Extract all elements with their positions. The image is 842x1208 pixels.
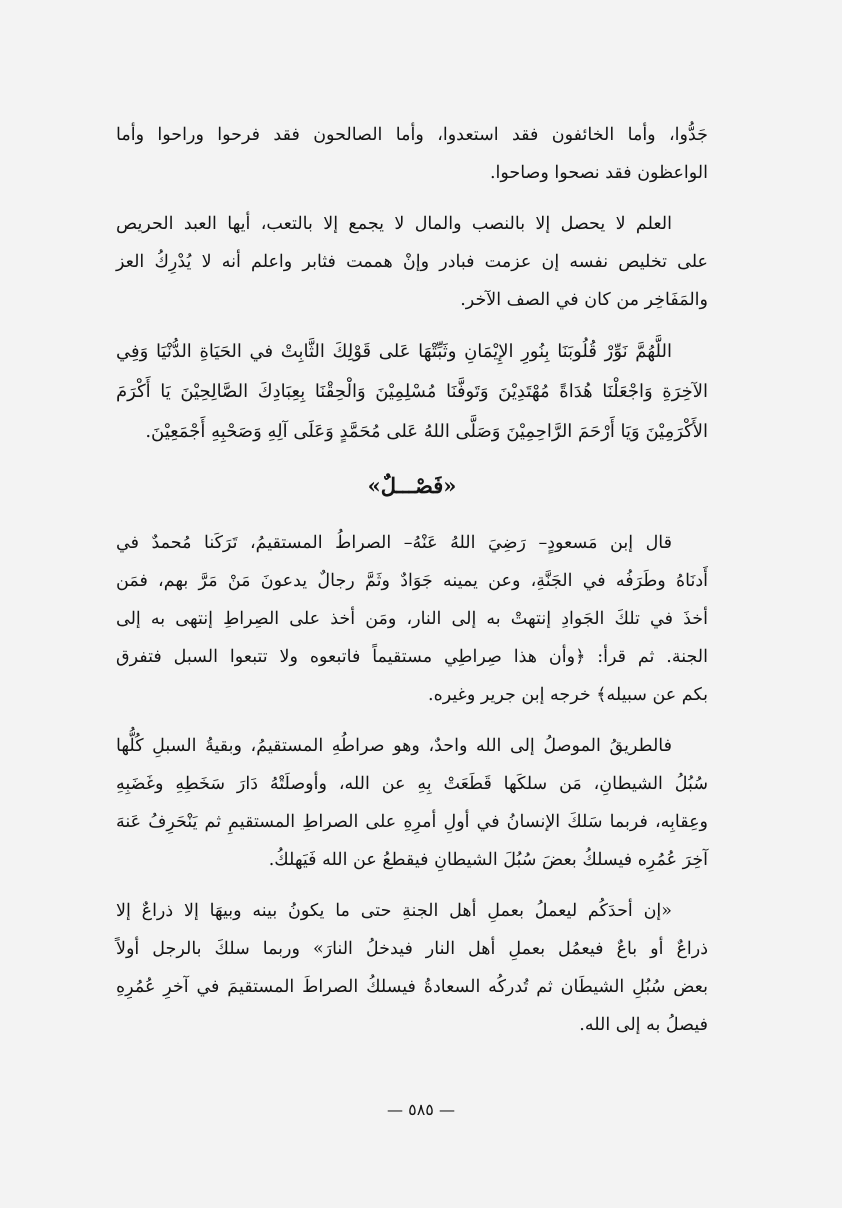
text-line: العلم لا يحصل إلا بالنصب والمال لا يجمع إلا بالتعب، أيها العبد الحريص <box>116 214 672 234</box>
supplication-paragraph <box>116 332 708 452</box>
paragraph-4 <box>116 727 708 879</box>
text-line: الواعظون فقد نصحوا وصاحوا. <box>489 163 708 183</box>
text-line: وعِقابِه، فربما سَلكَ الإنسانُ في أولِ أمرِهِ على الصراطِ المستقيمِ ثم يَنْحَرِفُ عَنهَ <box>116 812 708 832</box>
text-line: «إن أحدَكُم ليعملُ بعملِ أهل الجنةِ حتى ما يكونُ بينه وبيهَا إلا ذراعٌ إلا <box>116 901 672 921</box>
paragraph-5 <box>116 892 708 1044</box>
text-line: فالطريقُ الموصلُ إلى الله واحدٌ، وهو صراطُهِ المستقيمُ، وبقيةُ السبلِ كُلُّها <box>116 736 672 756</box>
text-line: فيصلُ به إلى الله. <box>579 1015 708 1035</box>
text-line: الآخِرَةِ وَاجْعَلْنَا هُدَاةً مُهْتَدِيْنَ وَتَوفَّنَا مُسْلِمِيْنَ وَالْحِقْنَا بِعِبَادِكَ الصَّالِحِيْنَ يَا أَكْرَمَ <box>116 381 708 402</box>
page-number: — ٥٨٥ — <box>387 1100 455 1119</box>
text-line: بعض سُبُلِ الشيطَان ثم تُدركُه السعادةُ فيسلكُ الصراطَ المستقيمَ في آخرِ عُمُرِهِ <box>116 977 708 997</box>
text-line: الأَكْرَمِيْنَ وَيَا أَرْحَمَ الرَّاحِمِيْنَ وَصَلَّى اللهُ عَلى مُحَمَّدٍ وَعَلَى آلِهِ وَصَحْبِهِ أَجْمَعِيْنَ. <box>145 421 708 442</box>
paragraph-1 <box>116 116 708 192</box>
text-line: أَدنَاهُ وطَرَفُه في الجَنَّةِ، وعن يمينه جَوَادٌ وثَمَّ رجالٌ يدعونَ مَنْ مَرَّ بهم، فمَن <box>116 571 708 591</box>
text-line: اللَّهُمَّ نَوِّرْ قُلُوبَنَا بِنُورِ الإِيْمَانِ وثَبِّتْهَا عَلى قَوْلِكَ الثَّابِتْ في الحَيَاةِ الدُّنْيَا وَفِي <box>116 341 672 362</box>
text-line: الجنة. ثم قرأ: ﴿وأن هذا صِراطِي مستقيماً فاتبعوه ولا تتبعوا السبل فتفرق <box>116 647 708 667</box>
text-line: على تخليص نفسه إن عزمت فبادر وإنْ هممت فثابر واعلم أنه لا يُدْرِكُ العز <box>116 252 708 272</box>
text-line: أخذَ في تلكَ الجَوادِ إنتهتْ به إلى النار، ومَن أخذ على الصِراطِ إنتهى به إلى <box>116 609 708 629</box>
page-body <box>116 116 708 1057</box>
text-line: جَدُّوا، وأما الخائفون فقد استعدوا، وأما الصالحون فقد فرحوا وراحوا وأما <box>116 125 708 145</box>
paragraph-3 <box>116 524 708 714</box>
text-line: ذراعٌ أو باعٌ فيعمُل بعملِ أهل النار فيدخلُ النارَ» وربما سلكَ بالرجل أولاً <box>116 939 708 959</box>
text-line: والمَفَاخِر من كان في الصف الآخر. <box>460 290 708 310</box>
text-line: بكم عن سبيله﴾ خرجه إبن جرير وغيره. <box>428 685 708 705</box>
text-line: قال إبن مَسعودٍ– رَضِيَ اللهُ عَنْهُ– الصراطُ المستقيمُ، تَرَكَنا مُحمدٌ في <box>116 533 672 553</box>
section-heading: «فَصْـــلٌ» <box>367 473 457 498</box>
paragraph-2 <box>116 205 708 319</box>
text-line: آخِرَ عُمُرِه فيسلكُ بعضَ سُبُلَ الشيطانِ فيقطعُ عن الله فَيَهلكُ. <box>268 850 708 870</box>
text-line: سُبُلُ الشيطانِ، مَن سلكَها قَطَعَتْ بِهِ عن الله، وأوصلَتْهُ دَارَ سَخَطِهِ وغَضَبِهِ <box>116 774 708 794</box>
